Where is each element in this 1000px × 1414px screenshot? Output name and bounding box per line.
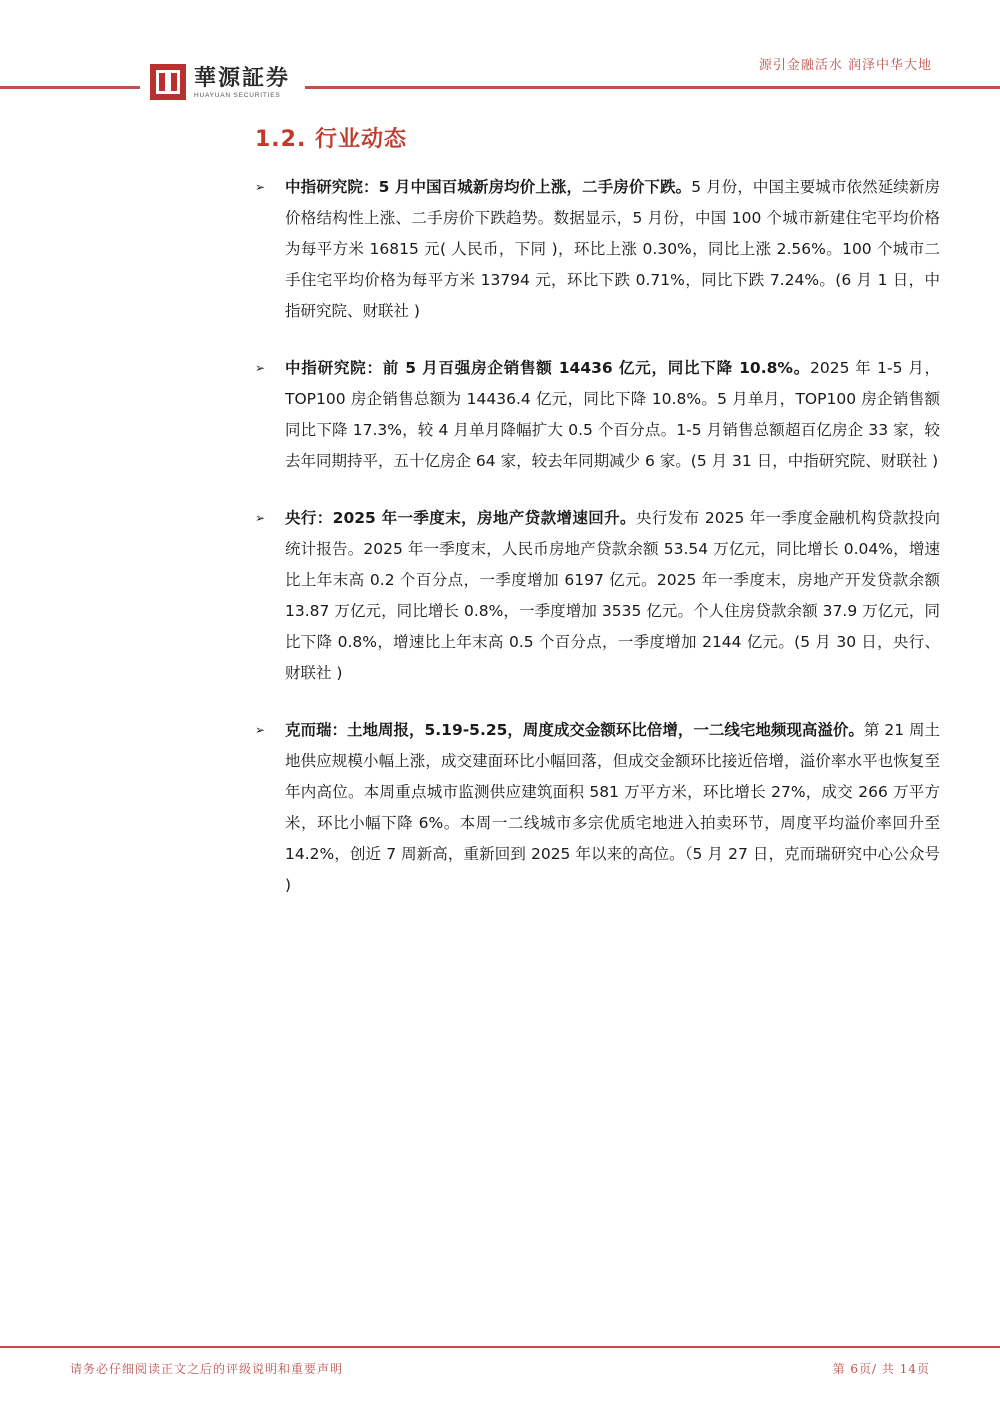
logo-seal-icon xyxy=(150,64,186,100)
logo-name-en: HUAYUAN SECURITIES xyxy=(194,91,281,99)
news-item xyxy=(255,503,940,689)
news-paragraph xyxy=(285,172,940,327)
company-logo xyxy=(150,64,290,100)
page-number: 第 6页/ 共 14页 xyxy=(832,1362,930,1376)
section-title: 1.2. 行业动态 xyxy=(255,127,407,152)
news-paragraph xyxy=(285,715,940,901)
news-headline: 央行：2025 年一季度末，房地产贷款增速回升。 xyxy=(285,509,636,527)
footer-divider xyxy=(0,1346,1000,1348)
news-paragraph xyxy=(285,503,940,689)
header-divider-right xyxy=(305,86,1000,89)
news-headline: 克而瑞：土地周报，5.19-5.25，周度成交金额环比倍增，一二线宅地频现高溢价。 xyxy=(285,721,864,739)
footer-disclaimer: 请务必仔细阅读正文之后的评级说明和重要声明 xyxy=(70,1362,344,1376)
news-body: 5 月份，中国主要城市依然延续新房价格结构性上涨、二手房价下跌趋势。数据显示，5 月份，中国 100 个城市新建住宅平均价格为每平方米 16815 元( 人民币，下同 )，环比上涨 0.30%，同比上涨 2.56%。100 个城市二手住宅平均价格为每平方米 13794 元，环比下跌 0.71%，同比下跌 7.24%。(6 月 1 日，中指研究院、财联社 ) xyxy=(285,178,940,320)
news-headline: 中指研究院：前 5 月百强房企销售额 14436 亿元，同比下降 10.8%。 xyxy=(285,359,810,377)
header-slogan: 源引金融活水 润泽中华大地 xyxy=(758,58,932,73)
news-list xyxy=(255,172,940,927)
bullet-arrow-icon: ➢ xyxy=(255,511,266,525)
news-headline: 中指研究院：5 月中国百城新房均价上涨，二手房价下跌。 xyxy=(285,178,692,196)
news-item xyxy=(255,353,940,477)
logo-name-cn: 華源証券 xyxy=(194,64,291,91)
news-body: 2025 年 1-5 月，TOP100 房企销售总额为 14436.4 亿元，同比下降 10.8%。5 月单月，TOP100 房企销售额同比下降 17.3%，较 4 月单月降幅扩大 0.5 个百分点。1-5 月销售总额超百亿房企 33 家，较去年同期持平，五十亿房企 64 家，较去年同期减少 6 家。(5 月 31 日，中指研究院、财联社 ) xyxy=(285,359,940,470)
logo-text xyxy=(194,66,290,99)
page-header xyxy=(0,0,1000,110)
news-item xyxy=(255,715,940,901)
bullet-arrow-icon: ➢ xyxy=(255,361,266,375)
bullet-arrow-icon: ➢ xyxy=(255,723,266,737)
news-paragraph xyxy=(285,353,940,477)
news-body: 央行发布 2025 年一季度金融机构贷款投向统计报告。2025 年一季度末，人民币房地产贷款余额 53.54 万亿元，同比增长 0.04%，增速比上年末高 0.2 个百分点，一季度增加 6197 亿元。2025 年一季度末，房地产开发贷款余额 13.87 万亿元，同比增长 0.8%，一季度增加 3535 亿元。个人住房贷款余额 37.9 万亿元，同比下降 0.8%，增速比上年末高 0.5 个百分点，一季度增加 2144 亿元。(5 月 30 日，央行、财联社 ) xyxy=(285,509,940,682)
news-body: 第 21 周土地供应规模小幅上涨，成交建面环比小幅回落，但成交金额环比接近倍增，溢价率水平也恢复至年内高位。本周重点城市监测供应建筑面积 581 万平方米，环比增长 27%，成交 266 万平方米，环比小幅下降 6%。本周一二线城市多宗优质宅地进入拍卖环节，周度平均溢价率回升至 14.2%，创近 7 周新高，重新回到 2025 年以来的高位。（5 月 27 日，克而瑞研究中心公众号 ) xyxy=(285,721,940,894)
news-item xyxy=(255,172,940,327)
bullet-arrow-icon: ➢ xyxy=(255,180,266,194)
header-divider-left xyxy=(0,86,140,89)
